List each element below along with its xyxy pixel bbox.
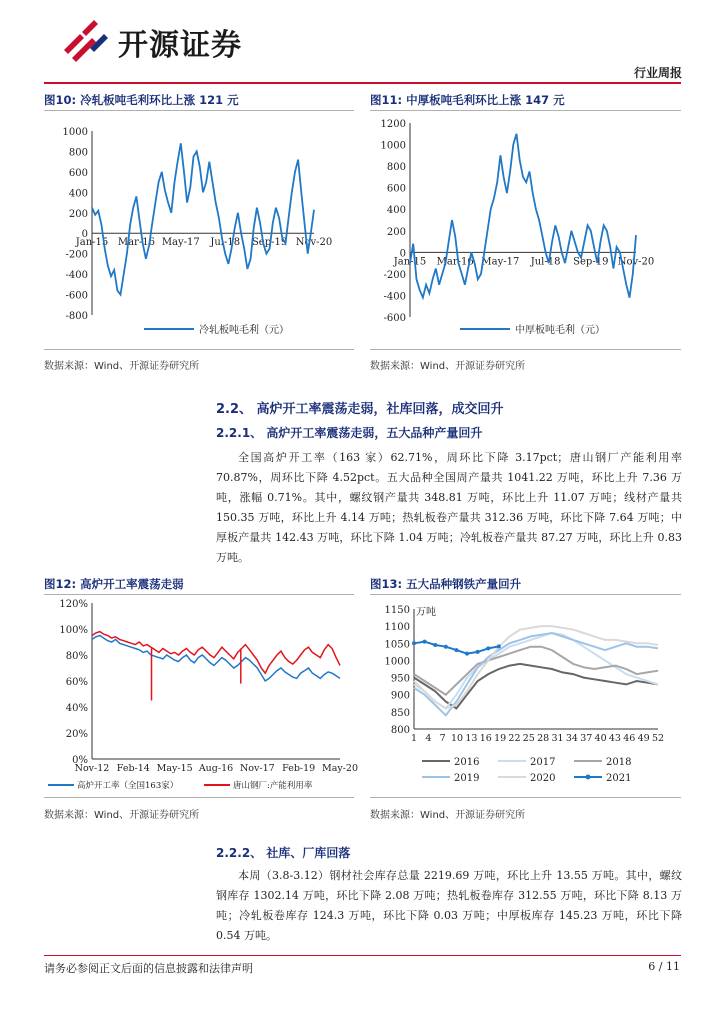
fig10-box	[44, 110, 354, 350]
fig11-title: 图11: 中厚板吨毛利环比上涨 147 元	[370, 93, 565, 107]
fig10-ytick: -800	[65, 311, 88, 322]
fig13-xtick: 28	[537, 733, 550, 744]
fig13-point	[454, 648, 458, 652]
fig13-xtick: 7	[439, 733, 446, 744]
fig12-xtick: Feb-19	[282, 763, 316, 774]
fig13-ytick: 850	[390, 707, 410, 719]
fig10-ytick: 0	[81, 229, 88, 241]
fig10-xtick: May-17	[161, 237, 200, 249]
fig11-ytick: 600	[386, 183, 406, 195]
fig13-point	[476, 650, 480, 654]
fig10-xtick: Mar-16	[117, 237, 155, 249]
fig12-series-唐山钢厂:产能利用率	[92, 632, 340, 674]
fig10-xtick: Jan-15	[75, 237, 109, 249]
fig13-xtick: 16	[479, 733, 492, 744]
fig10-ytick: 800	[68, 147, 88, 159]
fig13-xtick: 37	[580, 733, 593, 744]
fig11-ytick: -400	[383, 291, 406, 303]
brand-name: 开源证券	[118, 28, 242, 63]
fig12-title: 图12: 高炉开工率震荡走弱	[44, 577, 184, 591]
fig11-box	[370, 110, 681, 350]
section-2-2-2-body: 本周（3.8-3.12）钢材社会库存总量 2219.69 万吨，环比上升 13.55 万吨。其中，螺纹钢库存 1302.14 万吨，环比下降 2.08 万吨；热轧板卷库存 312.55 万吨，环比下降 8.13 万吨；冷轧板卷库存 124.3 万吨，环比下降 0.03 万吨；中厚板库存 145.23 万吨，环比下降 0.54 万吨。	[216, 869, 682, 942]
fig13-legend-label-2019: 2019	[454, 773, 480, 784]
fig13-ytick: 1150	[384, 605, 410, 616]
page-header	[0, 0, 724, 80]
fig11-xtick: Nov-20	[617, 256, 655, 268]
fig11-ytick: -600	[383, 313, 406, 324]
fig12-xtick: Feb-14	[116, 763, 150, 774]
fig13-box	[370, 594, 681, 798]
fig13-legend-label-2018: 2018	[606, 757, 632, 768]
page-number: 6 / 11	[648, 960, 680, 973]
fig10-title: 图10: 冷轧板吨毛利环比上涨 121 元	[44, 93, 239, 107]
fig11-chart	[370, 111, 681, 349]
fig13-point	[486, 646, 490, 650]
fig10-series-冷轧板吨毛利（元）	[92, 143, 314, 294]
fig13-ytick: 1050	[384, 639, 410, 651]
fig11-ytick: -200	[383, 269, 406, 281]
fig12-chart	[44, 595, 359, 797]
fig10-legend-label: 冷轧板吨毛利（元）	[199, 325, 289, 336]
fig12-xtick: Aug-16	[198, 763, 234, 774]
fig12-box	[44, 594, 359, 798]
fig13-xtick: 22	[508, 733, 521, 744]
fig10-source: 数据来源：Wind、开源证券研究所	[44, 361, 200, 372]
fig13-ytick: 950	[390, 673, 410, 685]
section-2-2-heading: 2.2、 高炉开工率震荡走弱，社库回落，成交回升	[216, 402, 504, 417]
fig10-ytick: 200	[68, 208, 88, 220]
fig10-ytick: 400	[68, 188, 88, 200]
fig11-xtick: Jan-15	[393, 256, 427, 268]
fig12-ytick: 20%	[65, 729, 88, 740]
fig10-ytick: -600	[65, 290, 88, 302]
section-2-2-1-body: 全国高炉开工率（163 家）62.71%，周环比下降 3.17pct；唐山钢厂产能利用率 70.87%，周环比下降 4.52pct。五大品种全国周产量共 1041.22 万吨，环比上升 7.36 万吨，涨幅 0.71%。其中，螺纹钢产量共 348.81 万吨，环比上升 11.07 万吨；线材产量共 150.35 万吨，环比上升 4.14 万吨；热轧板卷产量共 312.36 万吨，环比下降 7.64 万吨；中厚板产量共 142.43 万吨，环比下降 1.04 万吨；冷轧板卷产量共 87.27 万吨，环比上升 0.83 万吨。	[216, 451, 682, 564]
fig12-xtick: May-20	[321, 763, 359, 774]
fig13-ytick: 800	[390, 725, 410, 736]
fig13-xtick: 49	[637, 733, 650, 744]
fig13-point	[423, 640, 427, 644]
section-2-2-2-heading: 2.2.2、 社库、厂库回落	[216, 846, 351, 860]
fig13-point	[412, 641, 416, 645]
fig11-ytick: 400	[386, 205, 406, 217]
fig12-legend-label-red: 唐山钢厂:产能利用率	[233, 781, 313, 791]
fig12-legend-label-blue: 高炉开工率（全国163家）	[77, 781, 179, 791]
fig13-point	[444, 645, 448, 649]
fig13-point	[497, 644, 501, 648]
fig13-xtick: 25	[522, 733, 535, 744]
fig12-xtick: Nov-12	[74, 763, 110, 774]
header-rule	[44, 82, 681, 84]
report-type: 行业周报	[633, 66, 682, 80]
fig11-ytick: 200	[386, 226, 406, 238]
fig12-ytick: 100%	[59, 625, 88, 636]
fig13-xtick: 31	[551, 733, 564, 744]
fig13-point	[433, 643, 437, 647]
fig13-point	[465, 652, 469, 656]
fig13-xtick: 52	[651, 733, 665, 744]
fig13-xtick: 4	[425, 733, 432, 744]
fig12-ytick: 80%	[65, 651, 88, 662]
fig13-legend-label-2016: 2016	[454, 757, 480, 768]
fig13-xtick: 10	[451, 733, 464, 744]
fig11-legend-label: 中厚板吨毛利（元）	[515, 325, 605, 336]
fig10-ytick: 600	[68, 167, 88, 179]
fig13-ytick: 1000	[384, 656, 410, 668]
fig12-ytick: 120%	[59, 599, 88, 610]
fig11-series-中厚板吨毛利（元）	[410, 134, 636, 298]
fig11-source: 数据来源：Wind、开源证券研究所	[370, 361, 526, 372]
fig11-ytick: 1200	[380, 119, 406, 130]
fig13-chart	[370, 595, 681, 797]
fig11-xtick: Jul-18	[530, 256, 561, 268]
fig13-legend-marker	[586, 775, 591, 780]
footer-disclaimer: 请务必参阅正文后面的信息披露和法律声明	[44, 962, 253, 975]
fig13-xtick: 34	[565, 733, 578, 744]
fig13-title: 图13: 五大品种钢铁产量回升	[370, 577, 522, 591]
fig12-ytick: 60%	[65, 677, 88, 688]
fig13-xtick: 46	[623, 733, 636, 744]
fig13-legend-label-2017: 2017	[530, 757, 556, 768]
fig11-ytick: 800	[386, 162, 406, 174]
fig13-legend-label-2021: 2021	[606, 773, 632, 784]
fig10-ytick: -400	[65, 270, 88, 282]
fig10-xtick: Nov-20	[295, 237, 333, 249]
brand-logo-icon	[60, 20, 110, 64]
fig10-xtick: Sep-19	[251, 237, 288, 249]
fig13-xtick: 43	[608, 733, 621, 744]
section-2-2-1-heading: 2.2.1、 高炉开工率震荡走弱，五大品种产量回升	[216, 426, 483, 440]
fig12-xtick: Nov-17	[239, 763, 275, 774]
fig13-xtick: 19	[494, 733, 507, 744]
fig10-xtick: Jul-18	[210, 237, 241, 249]
fig11-xtick: Mar-16	[436, 256, 474, 268]
fig10-chart	[44, 111, 354, 349]
fig13-unit-label: 万吨	[416, 607, 436, 618]
fig13-source: 数据来源：Wind、开源证券研究所	[370, 810, 526, 821]
fig12-source: 数据来源：Wind、开源证券研究所	[44, 810, 200, 821]
fig11-xtick: May-17	[481, 256, 520, 268]
footer-rule	[44, 955, 681, 956]
fig12-ytick: 0%	[72, 755, 88, 766]
fig13-ytick: 1100	[384, 622, 410, 634]
fig11-ytick: 1000	[380, 140, 406, 152]
fig12-xtick: May-15	[156, 763, 193, 774]
fig13-xtick: 1	[410, 733, 418, 744]
fig13-ytick: 900	[390, 690, 410, 702]
fig12-ytick: 40%	[65, 703, 88, 714]
fig13-legend-label-2020: 2020	[530, 773, 556, 784]
fig11-xtick: Sep-19	[573, 256, 609, 268]
fig13-xtick: 13	[465, 733, 478, 744]
fig11-ytick: 0	[399, 248, 406, 260]
fig10-ytick: -200	[65, 249, 88, 261]
fig13-xtick: 40	[594, 733, 607, 744]
fig10-ytick: 1000	[62, 127, 88, 138]
